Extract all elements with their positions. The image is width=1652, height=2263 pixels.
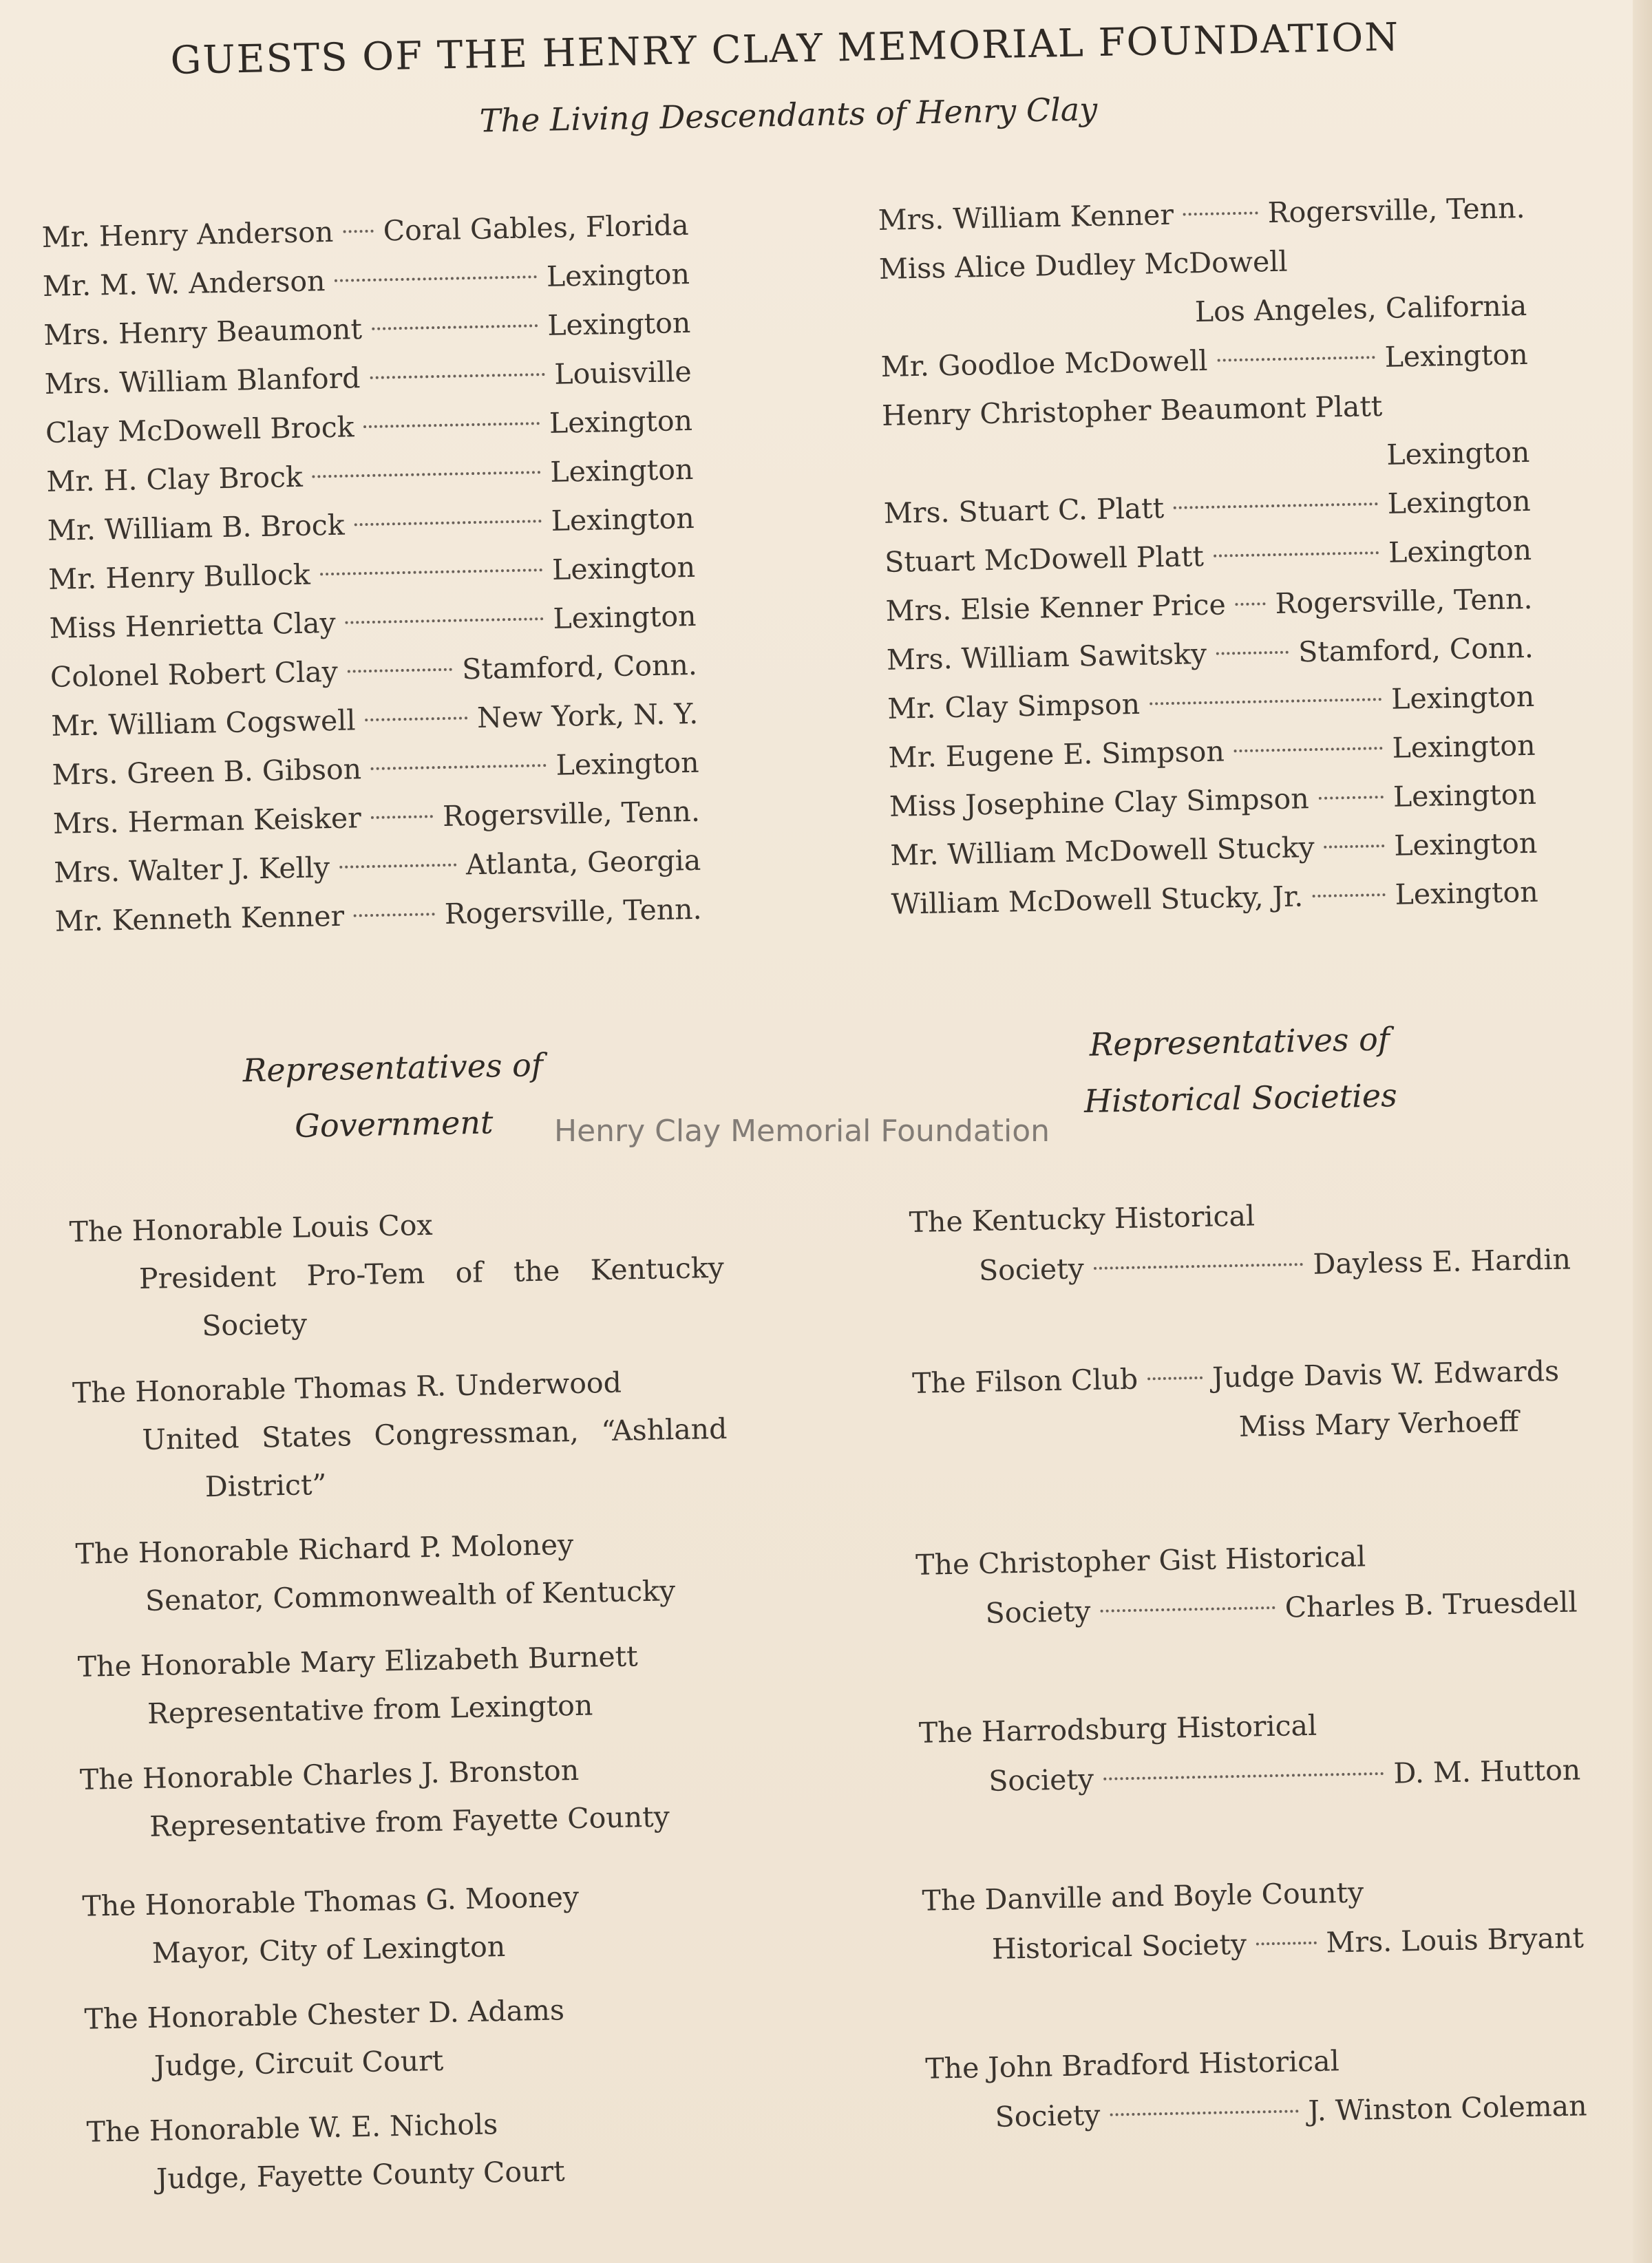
title-word: States [261, 1419, 352, 1454]
guest-name: Henry Christopher Beaumont Platt [881, 389, 1383, 432]
leader-dots [371, 764, 547, 770]
leader-dots [371, 815, 434, 819]
leader-dots [313, 471, 541, 478]
guest-place: Lexington [1387, 484, 1532, 520]
guest-place: Lexington [1390, 679, 1535, 716]
guest-name: Mrs. William Blanford [44, 361, 361, 401]
leader-dots [1217, 356, 1375, 361]
society-name: The Danville and Boyle County [922, 1876, 1364, 1917]
guest-name: Mr. Henry Bullock [47, 557, 311, 596]
society-name-cont: Historical Society [991, 1927, 1247, 1966]
leader-dots [1110, 2110, 1298, 2116]
leader-dots [365, 716, 467, 721]
leader-dots [320, 569, 542, 575]
leader-dots [1324, 844, 1385, 849]
guest-name: Miss Josephine Clay Simpson [889, 782, 1310, 823]
society-name: The Filson Club [911, 1362, 1139, 1400]
guest-place: Lexington [549, 452, 694, 489]
leader-dots [1216, 651, 1289, 655]
government-entry [84, 1983, 740, 2092]
leader-dots [1256, 1942, 1317, 1946]
leader-dots [354, 520, 542, 526]
guest-place: Lexington [1384, 337, 1529, 374]
leader-dots [1236, 602, 1266, 606]
guest-name: Mr. Henry Anderson [41, 215, 334, 254]
guest-name: Mrs. Stuart C. Platt [883, 491, 1165, 530]
guest-place: Atlanta, Georgia [465, 843, 701, 882]
guest-place: Lexington [1386, 435, 1530, 471]
leader-dots [1313, 893, 1386, 897]
guest-place: Lexington [555, 745, 699, 782]
guest-place: Louisville [553, 354, 692, 391]
guest-name: William McDowell Stucky, Jr. [891, 880, 1304, 921]
heading-line: Representatives of [242, 1046, 544, 1090]
guest-name: Clay McDowell Brock [45, 410, 354, 449]
guest-name: Mrs. Green B. Gibson [52, 752, 362, 791]
rep-name: The Honorable Louis Cox [69, 1208, 434, 1249]
rep-title: Representative from Lexington [147, 1688, 593, 1730]
guest-name: Miss Alice Dudley McDowell [878, 244, 1288, 286]
leader-dots [1183, 211, 1258, 215]
leader-dots [1094, 1263, 1304, 1270]
guest-name: Mrs. William Kenner [878, 198, 1174, 237]
guest-name: Mr. H. Clay Brock [46, 460, 304, 498]
society-name: The Kentucky Historical [909, 1199, 1256, 1239]
title-word: Pro-Tem [306, 1257, 425, 1293]
government-entry [72, 1357, 728, 1513]
leader-dots [1319, 796, 1384, 800]
heading-line: Historical Societies [1083, 1076, 1398, 1120]
guest-name: Miss Henrietta Clay [49, 606, 337, 645]
society-rep: Dayless E. Hardin [1312, 1242, 1571, 1281]
society-name: The Harrodsburg Historical [918, 1708, 1317, 1750]
historical-column [909, 1185, 1589, 2212]
guest-name: Mr. M. W. Anderson [42, 264, 326, 303]
guest-name: Mrs. Henry Beaumont [43, 312, 363, 352]
rep-name: The Honorable Thomas G. Mooney [82, 1880, 580, 1923]
heading-line: Representatives of [1089, 1020, 1390, 1063]
guest-name: Mrs. Walter J. Kelly [53, 851, 330, 889]
government-entry [79, 1743, 735, 1852]
leader-dots [343, 230, 374, 233]
guest-place: Lexington [551, 550, 696, 586]
society-rep: Miss Mary Verhoeff [1238, 1405, 1519, 1443]
society-rep: Charles B. Truesdell [1284, 1585, 1578, 1624]
leader-dots [1103, 1772, 1384, 1781]
government-entry [82, 1870, 738, 1979]
page-edge [1633, 0, 1652, 2263]
guest-place: Stamford, Conn. [1298, 630, 1534, 669]
guest-place: Rogersville, Tenn. [444, 892, 703, 931]
society-name-cont: Society [985, 1595, 1091, 1630]
title-word: United [142, 1421, 240, 1457]
page-title: GUESTS OF THE HENRY CLAY MEMORIAL FOUNDATION [170, 14, 1400, 83]
rep-name: The Honorable Chester D. Adams [84, 1993, 565, 2036]
guest-place: Lexington [547, 306, 691, 342]
title-word: of [455, 1255, 483, 1290]
leader-dots [1147, 1377, 1203, 1381]
society-name: The John Bradford Historical [924, 2044, 1340, 2085]
society-rep: J. Winston Coleman [1308, 2089, 1587, 2128]
guest-place: Lexington [546, 257, 690, 293]
guest-place: Rogersville, Tenn. [442, 794, 701, 833]
leader-dots [346, 617, 544, 624]
guest-name: Mr. William Cogswell [50, 703, 356, 743]
society-entry [922, 1863, 1585, 1975]
leader-dots [1174, 502, 1378, 509]
leader-dots [1214, 551, 1379, 557]
government-entry [69, 1196, 726, 1352]
leader-dots [354, 913, 435, 917]
leader-dots [339, 864, 456, 869]
title-word: “Ashland [600, 1412, 728, 1448]
descendants-right-column [878, 184, 1538, 929]
leader-dots [335, 275, 537, 282]
title-word: Kentucky [590, 1251, 725, 1287]
watermark: Henry Clay Memorial Foundation [554, 1114, 1050, 1149]
society-rep: Judge Davis W. Edwards [1211, 1354, 1560, 1394]
leader-dots [348, 668, 453, 673]
rep-title: Mayor, City of Lexington [151, 1930, 506, 1970]
guest-name: Mr. Goodloe McDowell [880, 343, 1208, 383]
heading-line: Government [294, 1103, 494, 1145]
rep-name: The Honorable Thomas R. Underwood [72, 1366, 622, 1410]
rep-title: Judge, Fayette County Court [156, 2154, 565, 2196]
guest-place: New York, N. Y. [476, 697, 699, 734]
guest-place: Stamford, Conn. [461, 648, 698, 686]
guest-place: Lexington [1392, 728, 1536, 765]
guest-name: Mrs. William Sawitsky [886, 637, 1207, 677]
society-rep: Mrs. Louis Bryant [1326, 1921, 1585, 1959]
rep-title-cont: District” [204, 1467, 327, 1504]
guest-name: Mrs. Elsie Kenner Price [885, 588, 1227, 628]
society-name-cont: Society [995, 2098, 1101, 2134]
rep-name: The Honorable Mary Elizabeth Burnett [77, 1639, 638, 1683]
title-word: Congressman, [373, 1414, 580, 1452]
rep-name: The Honorable W. E. Nichols [86, 2107, 498, 2149]
historical-heading [1046, 1010, 1434, 1130]
guest-name: Mr. Clay Simpson [887, 687, 1141, 725]
leader-dots [363, 422, 540, 428]
guest-name: Stuart McDowell Platt [884, 540, 1205, 579]
guest-place: Lexington [1395, 875, 1539, 911]
guest-name: Mr. William B. Brock [47, 508, 346, 547]
government-entry [77, 1630, 733, 1739]
title-word: the [513, 1254, 560, 1288]
society-entry [925, 2031, 1588, 2143]
rep-title: Representative from Fayette County [149, 1800, 670, 1843]
guest-name: Mr. Kenneth Kenner [54, 899, 345, 938]
guest-place: Lexington [549, 403, 693, 440]
society-entry [909, 1185, 1571, 1297]
society-entry [918, 1695, 1581, 1807]
society-rep: D. M. Hutton [1392, 1753, 1581, 1790]
guest-name: Mr. William McDowell Stucky [889, 830, 1315, 872]
descendants-left-column [41, 201, 702, 946]
page-subtitle: The Living Descendants of Henry Clay [479, 90, 1098, 140]
government-heading [220, 1036, 566, 1156]
guest-place: Lexington [1393, 826, 1538, 862]
rep-name: The Honorable Charles J. Bronston [79, 1753, 580, 1796]
society-name: The Christopher Gist Historical [915, 1540, 1366, 1582]
government-entry [86, 2096, 742, 2204]
society-name-cont: Society [988, 1762, 1094, 1798]
rep-title-cont: Society [201, 1307, 308, 1343]
guest-place: Coral Gables, Florida [383, 208, 689, 248]
rep-name: The Honorable Richard P. Moloney [75, 1528, 574, 1571]
title-word: President [138, 1260, 277, 1296]
guest-name: Colonel Robert Clay [50, 655, 339, 694]
society-entry [915, 1527, 1578, 1639]
leader-dots [372, 324, 538, 330]
rep-title: Senator, Commonwealth of Kentucky [145, 1574, 676, 1617]
government-column [69, 1196, 742, 2221]
guest-place: Los Angeles, California [1194, 288, 1527, 329]
society-entry [911, 1346, 1574, 1458]
leader-dots [370, 373, 544, 379]
rep-title: Judge, Circuit Court [153, 2043, 444, 2083]
society-name-cont: Society [978, 1252, 1085, 1288]
guest-place: Rogersville, Tenn. [1267, 191, 1525, 230]
leader-dots [1234, 747, 1383, 752]
guest-name: Mrs. Herman Keisker [52, 801, 362, 840]
guest-place: Lexington [1388, 533, 1532, 569]
guest-place: Lexington [553, 599, 697, 635]
guest-place: Lexington [1392, 777, 1537, 814]
guest-place: Rogersville, Tenn. [1275, 582, 1533, 621]
guest-place: Lexington [551, 501, 695, 538]
government-entry [75, 1518, 731, 1626]
leader-dots [1100, 1606, 1275, 1613]
guest-name: Mr. Eugene E. Simpson [888, 734, 1225, 774]
leader-dots [1150, 698, 1381, 705]
